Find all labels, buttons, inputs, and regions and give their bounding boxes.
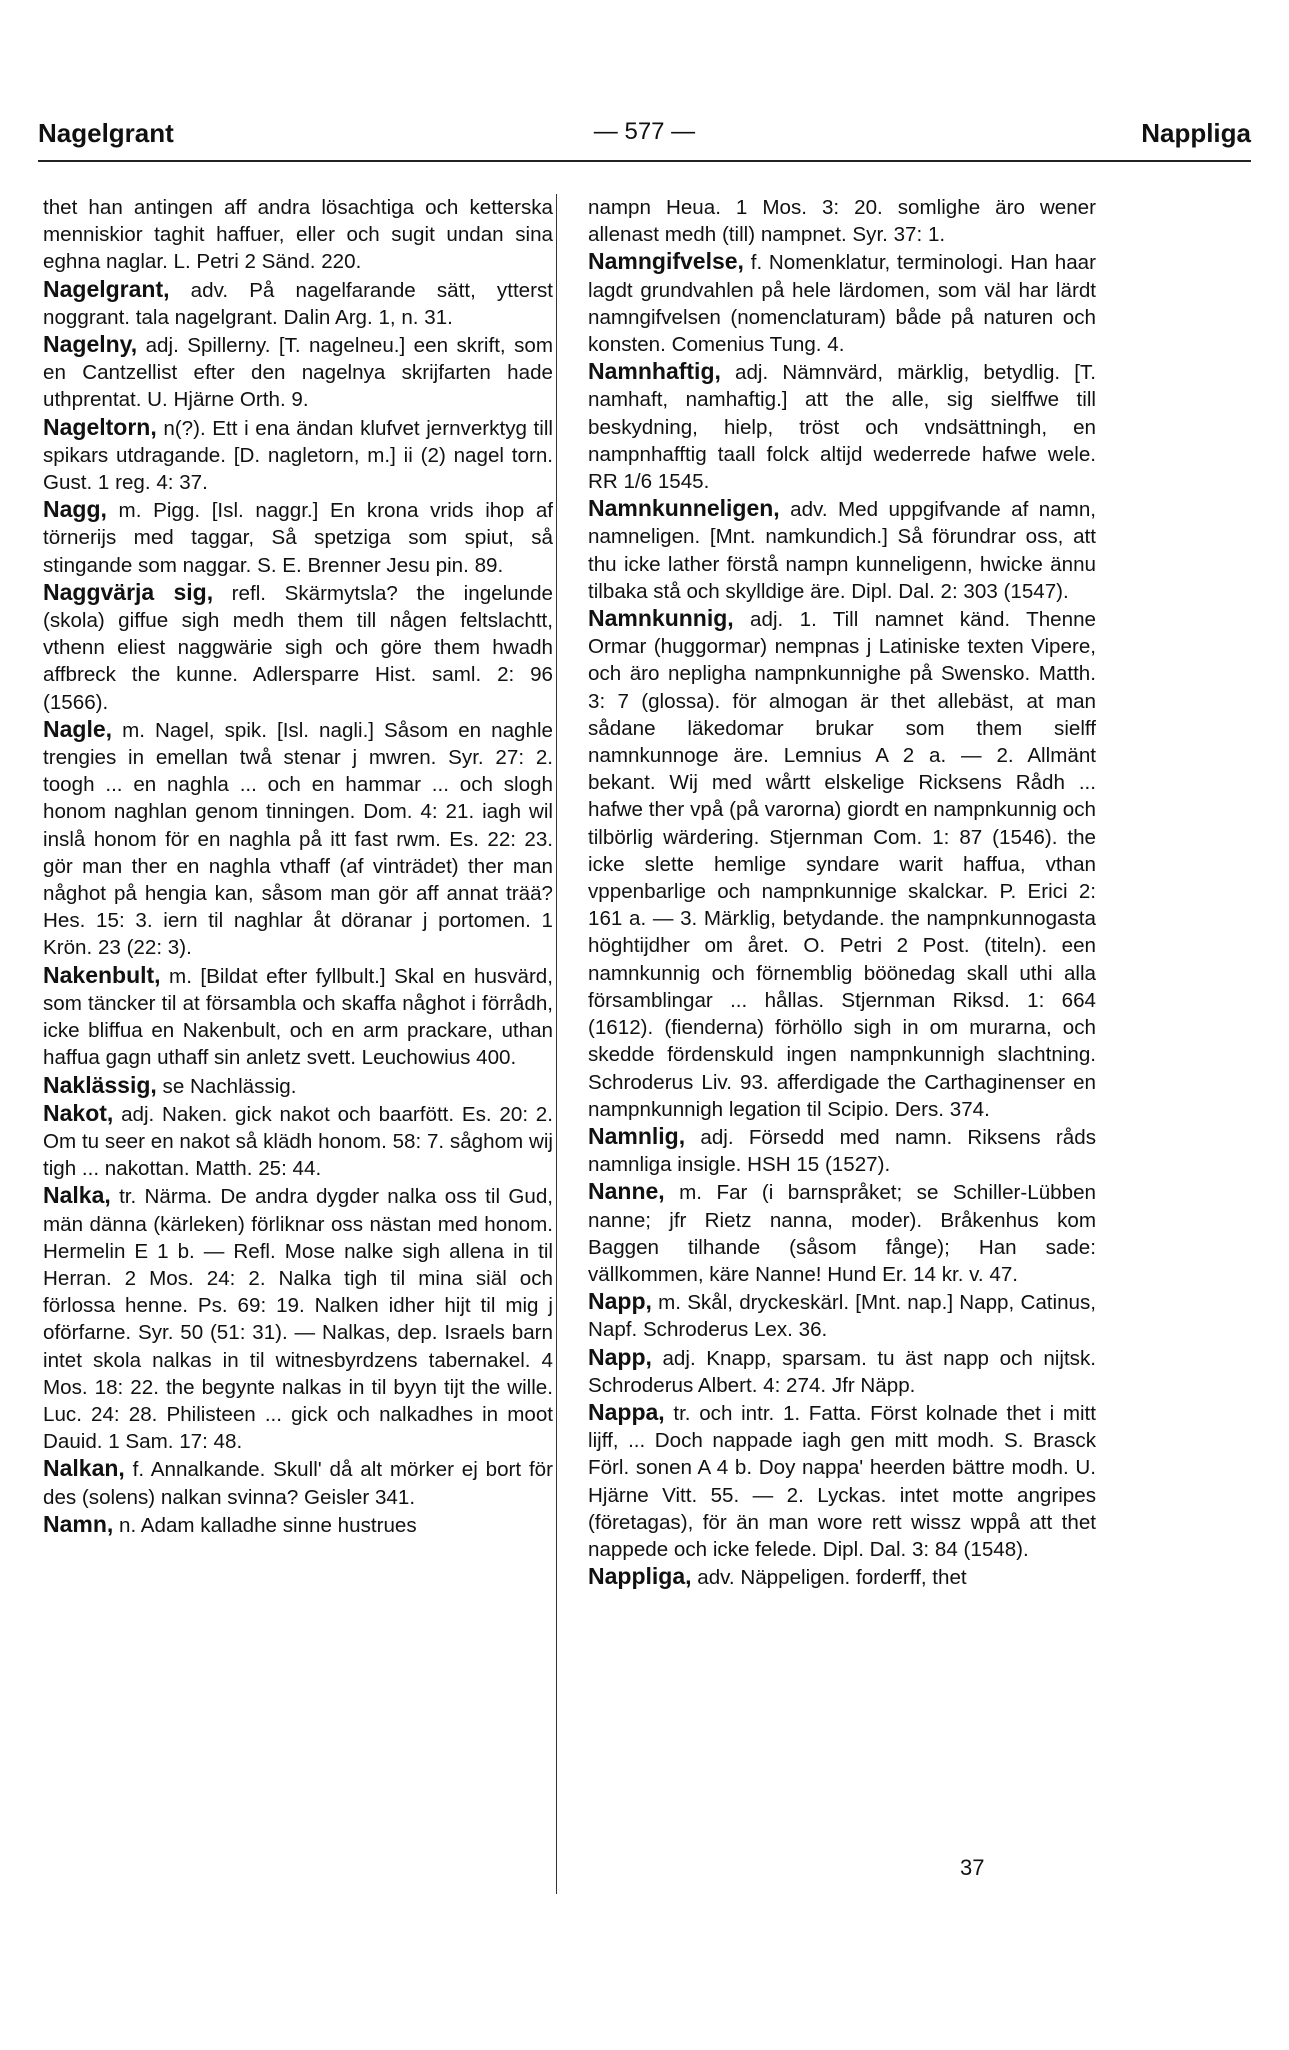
entry-text: adv. Med uppgifvande af namn, namneligen. [Mnt. namkundich.] Så förundrar oss, att thu icke lather förstå nampn kunneligenn, hwicke ännu tilbaka stå och skylldige äre. Dipl. Dal. 2: 303 (1547). xyxy=(588,498,1096,603)
entry-headword: Nagg, xyxy=(43,496,107,523)
entry-headword: Nalka, xyxy=(43,1182,111,1209)
dictionary-entry xyxy=(43,194,553,276)
entry-headword: Naggvärja sig, xyxy=(43,578,214,605)
dictionary-entry xyxy=(588,248,1096,358)
page-number: — 577 — xyxy=(593,118,696,145)
dictionary-entry xyxy=(588,1563,1096,1591)
entry-headword: Nappliga, xyxy=(588,1563,692,1590)
dictionary-entry xyxy=(588,1288,1096,1343)
entry-text: thet han antingen aff andra lösachtiga och ketterska menniskior taghit haffuer, eller och sugit undan sina eghna naglar. L. Petri 2 Sänd. 220. xyxy=(43,196,553,274)
entry-text: adj. Knapp, sparsam. tu äst napp och nijtsk. Schroderus Albert. 4: 274. Jfr Näpp. xyxy=(588,1346,1096,1397)
entry-text: f. Annalkande. Skull' då alt mörker ej bort för des (solens) nalkan svinna? Geisler 341. xyxy=(43,1458,553,1509)
dictionary-entry xyxy=(43,414,553,497)
dictionary-entry xyxy=(43,1182,553,1455)
entry-headword: Namn, xyxy=(43,1510,114,1537)
entry-text: f. Nomenklatur, terminologi. Han haar lagdt grundvahlen på hele lärdomen, som väl har lärdt namngifvelsen (nomenclaturam) både på naturen och konsten. Comenius Tung. 4. xyxy=(588,251,1096,357)
entry-text: adv. På nagelfarande sätt, ytterst noggrant. tala nagelgrant. Dalin Arg. 1, n. 31. xyxy=(43,278,553,329)
header-last-headword: Nappliga xyxy=(1141,118,1251,148)
entry-text: refl. Skärmytsla? the ingelunde (skola) giffue sigh medh them till någen feltslachtt, vthenn eliest naggwärie sigh och göre them hwadh affbreck the kunne. Adlersparre Hist. saml. 2: 96 (1566). xyxy=(43,581,553,714)
entry-headword: Nanne, xyxy=(588,1178,665,1205)
dictionary-entry xyxy=(43,1511,553,1539)
header-rule xyxy=(38,160,1251,162)
header-first-headword: Nagelgrant xyxy=(38,118,174,148)
dictionary-entry xyxy=(588,495,1096,605)
entry-headword: Nakenbult, xyxy=(43,961,161,988)
right-column xyxy=(588,194,1096,1591)
entry-text: m. [Bildat efter fyllbult.] Skal en husvärd, som täncker til at försambla och skaffa någhot i förrådh, icke bliffua en Nakenbult, och en arm prackare, uthan haffua gagn uthaff sin anletz svett. Leuchowius 400. xyxy=(43,964,553,1070)
entry-text: n(?). Ett i ena ändan klufvet jernverktyg till spikars utdragande. [D. nagletorn, m.] ii (2) nagel torn. Gust. 1 reg. 4: 37. xyxy=(43,416,553,495)
entry-text: m. Nagel, spik. [Isl. nagli.] Såsom en naghle trengies in emellan twå stenar j mwren. Syr. 27: 2. toogh ... en naghla ... och en hammar ... och slogh honom naghlan genom tinningen. Dom. 4: 21. iagh wil inslå honom för en naghla på itt fast rwm. Es. 22: 23. gör man ther en naghla vthaff (af vinträdet) ther man någhot på hengia kan, såsom man gör aff annat trää? Hes. 15: 3. iern til naghlar åt döranar j portomen. 1 Krön. 23 (22: 3). xyxy=(43,718,553,960)
entry-text: adj. Spillerny. [T. nagelneu.] een skrift, som en Cantzellist efter den nagelnya skrijfarten hade uthprentat. U. Hjärne Orth. 9. xyxy=(43,334,553,412)
dictionary-entry xyxy=(588,194,1096,248)
entry-headword: Nakot, xyxy=(43,1099,114,1126)
entry-text: m. Pigg. [Isl. naggr.] En krona vrids ihop af törnerijs med taggar, Så spetziga som spiut, så stingande som naggar. S. E. Brenner Jesu pin. 89. xyxy=(43,499,553,577)
entry-text: adj. Försedd med namn. Riksens råds namnliga insigle. HSH 15 (1527). xyxy=(588,1125,1096,1177)
entry-headword: Napp, xyxy=(588,1343,652,1370)
entry-text: m. Far (i barnspråket; se Schiller-Lübben nanne; jfr Rietz nanna, moder). Bråkenhus kom Baggen tilhande (såsom fånge); Han sade: vällkommen, käre Nanne! Hund Er. 14 kr. v. 47. xyxy=(588,1181,1096,1286)
entry-text: tr. och intr. 1. Fatta. Först kolnade thet i mitt lijff, ... Doch nappade iagh gen mitt modh. S. Brasck Förl. sonen A 4 b. Doy nappa' heerden bättre modh. U. Hjärne Vitt. 55. — 2. Lyckas. intet motte angripes (företagas), för än man wore rett wissz wppå att thet nappede och icke felede. Dipl. Dal. 3: 84 (1548). xyxy=(588,1401,1096,1561)
entry-headword: Nagelny, xyxy=(43,331,138,358)
dictionary-entry xyxy=(588,1178,1096,1288)
entry-text: tr. Närma. De andra dygder nalka oss til Gud, män dänna (kärleken) förliknar oss nästan med honom. Hermelin E 1 b. — Refl. Mose nalkе sigh allena in til Herran. 2 Mos. 24: 2. Nalka tigh til mina siäl och förlossa henne. Ps. 69: 19. Nalken idher hijt til mig j oförfarne. Syr. 50 (51: 31). — Nalkas, dep. Israels barn intet skola nalkas in til witnesbyrdzens tabernakel. 4 Mos. 18: 22. the begynte nalkas in til byyn tijt the wille. Luc. 24: 28. Philisteen ... gick och nalkadhes in moot Dauid. 1 Sam. 17: 48. xyxy=(43,1185,553,1454)
dictionary-entry xyxy=(588,358,1096,495)
dictionary-entry xyxy=(43,276,553,331)
entry-headword: Nagelgrant, xyxy=(43,275,170,302)
dictionary-entry xyxy=(43,1455,553,1510)
dictionary-entry xyxy=(43,1072,553,1100)
left-column xyxy=(43,194,553,1539)
dictionary-entry xyxy=(588,1123,1096,1178)
entry-headword: Namnkunnig, xyxy=(588,605,734,632)
entry-text: adv. Näppeligen. forderff, thet xyxy=(691,1566,967,1590)
entry-headword: Nageltorn, xyxy=(43,413,157,440)
entry-text: nampn Heua. 1 Mos. 3: 20. somlighe äro wener allenast medh (till) nampnet. Syr. 37: 1. xyxy=(588,196,1096,247)
entry-text: adj. 1. Till namnet känd. Thenne Ormar (huggormar) nempnas j Latiniske texten Vipere, och äro nepligha nampnkunnighe på Swensko. Matth. 3: 7 (glossa). för almogan är thet allebäst, at man sådane läkedomar brukar som them sielff namnkunnoge äre. Lemnius A 2 a. — 2. Allmänt bekant. Wij med wårtt elskelige Ricksens Rådh ... hafwe ther vpå (på varorna) giordt en nampnkunnig och tilbörlig wärdering. Stjernman Com. 1: 87 (1546). the icke slette hemlige syndare warit haffua, vthan vppenbarlige och nampnkunnige skalckar. P. Erici 2: 161 a. — 3. Märklig, betydande. the nampnkunnogasta höghtijdher om året. O. Petri 2 Post. (titeln). een namnkunnig och förnemblig böönedag skall uthi alla församblingar ... hållas. Stjernman Riksd. 1: 664 (1612). (fienderna) förhöllo sigh in om murarna, och skedde fördenskuld ingen nampnkunnigh slachtning. Schroderus Liv. 93. afferdigade the Carthaginenser en nampnkunnigh legation til Scipio. Ders. 374. xyxy=(588,608,1096,1121)
dictionary-entry xyxy=(588,1399,1096,1563)
signature-mark: 37 xyxy=(960,1855,985,1880)
entry-headword: Nagle, xyxy=(43,715,113,742)
entry-headword: Napp, xyxy=(588,1288,652,1315)
dictionary-entry xyxy=(43,962,553,1072)
column-divider xyxy=(556,194,557,1894)
entry-text: m. Skål, dryckeskärl. [Mnt. nap.] Napp, Catinus, Napf. Schroderus Lex. 36. xyxy=(588,1291,1096,1342)
entry-headword: Namnkunneligen, xyxy=(588,495,780,522)
dictionary-entry xyxy=(43,579,553,716)
entry-text: n. Adam kalladhe sinne hustrues xyxy=(113,1513,417,1537)
dictionary-entry xyxy=(43,331,553,414)
dictionary-entry xyxy=(588,605,1096,1123)
entry-headword: Namnhaftig, xyxy=(588,358,721,385)
entry-headword: Namnlig, xyxy=(588,1122,686,1149)
entry-headword: Naklässig, xyxy=(43,1071,157,1098)
entry-text: adj. Nämnvärd, märklig, betydlig. [T. namhaft, namhaftig.] att the alle, sig sielffwe till beskydning, hielp, tröst och vndsättningh, en nampnhafftig taall folck altijd wederrede hafwe wele. RR 1/6 1545. xyxy=(588,361,1096,494)
dictionary-entry xyxy=(43,496,553,579)
dictionary-entry xyxy=(588,1344,1096,1399)
entry-text: se Nachlässig. xyxy=(156,1074,297,1098)
dictionary-entry xyxy=(43,716,553,962)
page-header xyxy=(38,118,1251,158)
entry-headword: Nalkan, xyxy=(43,1455,125,1482)
dictionary-entry xyxy=(43,1100,553,1183)
entry-text: adj. Naken. gick nakot och baarfött. Es. 20: 2. Om tu seer en nakot så klädh honom. 58: 7. såghom wij tigh ... nakottan. Matth. 25: 44. xyxy=(43,1102,553,1181)
entry-headword: Nappa, xyxy=(588,1398,665,1425)
entry-headword: Namngifvelse, xyxy=(588,248,744,275)
